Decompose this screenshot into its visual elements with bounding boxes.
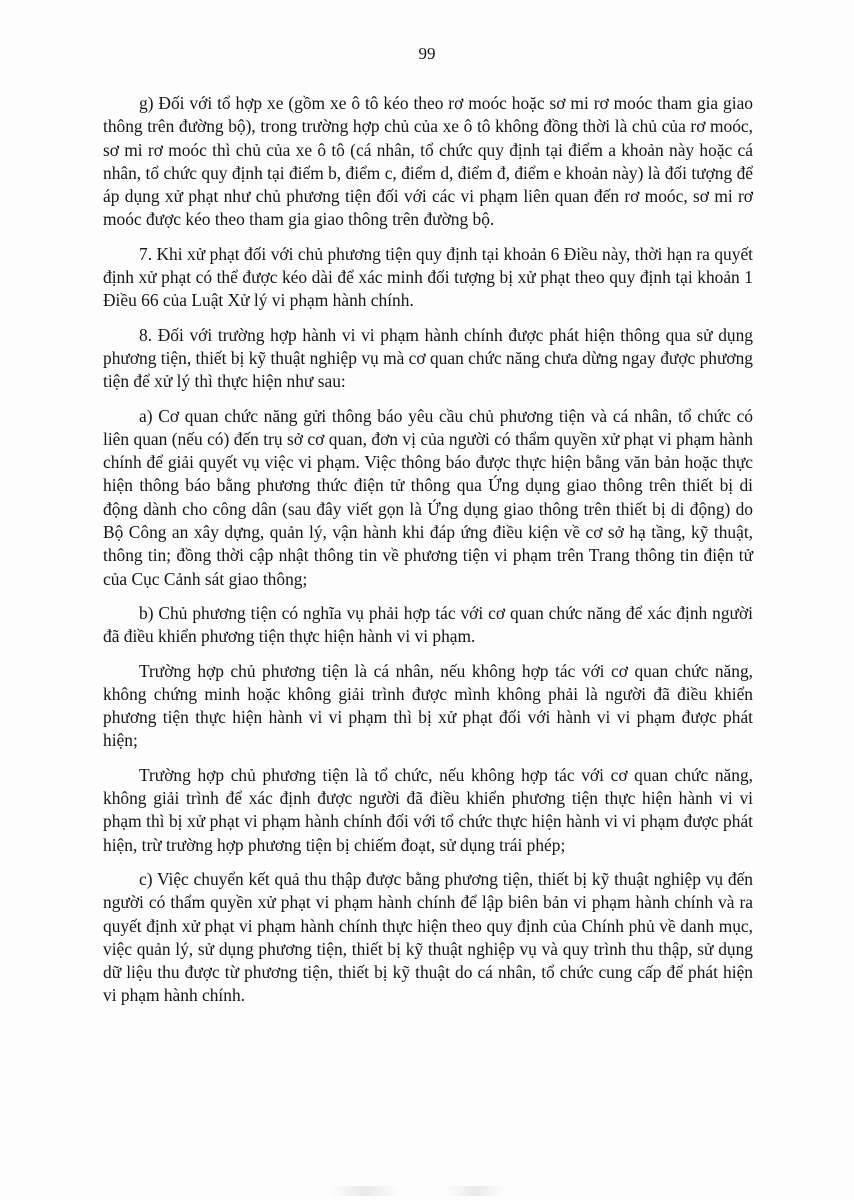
scan-artifact [330,1186,400,1196]
paragraph-clause-8: 8. Đối với trường hợp hành vi vi phạm hành chính được phát hiện thông qua sử dụng phương tiện, thiết bị kỹ thuật nghiệp vụ mà cơ quan chức năng chưa dừng ngay được phương tiện để xử lý thì thực hiện như sau: [103,324,753,392]
paragraph-g: g) Đối với tổ hợp xe (gồm xe ô tô kéo theo rơ moóc hoặc sơ mi rơ moóc tham gia giao thông trên đường bộ), trong trường hợp chủ của xe ô tô không đồng thời là chủ của rơ moóc, sơ mi rơ moóc thì chủ của xe ô tô (cá nhân, tổ chức quy định tại điểm a khoản này hoặc cá nhân, tổ chức quy định tại điểm b, điểm c, điểm d, điểm đ, điểm e khoản này) là đối tượng để áp dụng xử phạt như chủ phương tiện đối với các vi phạm liên quan đến rơ moóc, sơ mi rơ moóc được kéo theo tham gia giao thông trên đường bộ. [103,93,753,230]
paragraph-8b: b) Chủ phương tiện có nghĩa vụ phải hợp tác với cơ quan chức năng để xác định người đã điều khiển phương tiện thực hiện hành vi vi phạm. [103,602,753,647]
paragraph-8b-individual: Trường hợp chủ phương tiện là cá nhân, nếu không hợp tác với cơ quan chức năng, không chứng minh hoặc không giải trình được mình không phải là người đã điều khiển phương tiện thực hiện hành vi vi phạm thì bị xử phạt đối với hành vi vi phạm được phát hiện; [103,660,753,751]
paragraph-8b-organization: Trường hợp chủ phương tiện là tổ chức, nếu không hợp tác với cơ quan chức năng, không giải trình để xác định được người đã điều khiển phương tiện thực hiện hành vi vi phạm thì bị xử phạt vi phạm hành chính đối với tổ chức thực hiện hành vi vi phạm được phát hiện, trừ trường hợp phương tiện bị chiếm đoạt, sử dụng trái phép; [103,764,753,855]
paragraph-8a: a) Cơ quan chức năng gửi thông báo yêu cầu chủ phương tiện và cá nhân, tổ chức có liên quan (nếu có) đến trụ sở cơ quan, đơn vị của người có thẩm quyền xử phạt vi phạm hành chính để giải quyết vụ việc vi phạm. Việc thông báo được thực hiện bằng văn bản hoặc thực hiện thông báo bằng phương thức điện tử thông qua Ứng dụng giao thông trên thiết bị di động dành cho công dân (sau đây viết gọn là Ứng dụng giao thông trên thiết bị di động) do Bộ Công an xây dựng, quản lý, vận hành khi đáp ứng điều kiện về cơ sở hạ tầng, kỹ thuật, thông tin; đồng thời cập nhật thông tin về phương tiện vi phạm trên Trang thông tin điện tử của Cục Cảnh sát giao thông; [103,405,753,589]
document-body [103,92,753,1019]
paragraph-8c: c) Việc chuyển kết quả thu thập được bằng phương tiện, thiết bị kỹ thuật nghiệp vụ đến người có thẩm quyền xử phạt vi phạm hành chính để lập biên bản vi phạm hành chính và ra quyết định xử phạt vi phạm hành chính thực hiện theo quy định của Chính phủ về danh mục, việc quản lý, sử dụng phương tiện, thiết bị kỹ thuật nghiệp vụ và quy trình thu thập, sử dụng dữ liệu thu được từ phương tiện, thiết bị kỹ thuật do cá nhân, tổ chức cung cấp để phát hiện vi phạm hành chính. [103,868,753,1006]
paragraph-clause-7: 7. Khi xử phạt đối với chủ phương tiện quy định tại khoản 6 Điều này, thời hạn ra quyết định xử phạt có thể được kéo dài để xác minh đối tượng bị xử phạt theo quy định tại khoản 1 Điều 66 của Luật Xử lý vi phạm hành chính. [103,243,753,311]
page-number: 99 [418,44,436,63]
scan-artifact [445,1186,505,1196]
